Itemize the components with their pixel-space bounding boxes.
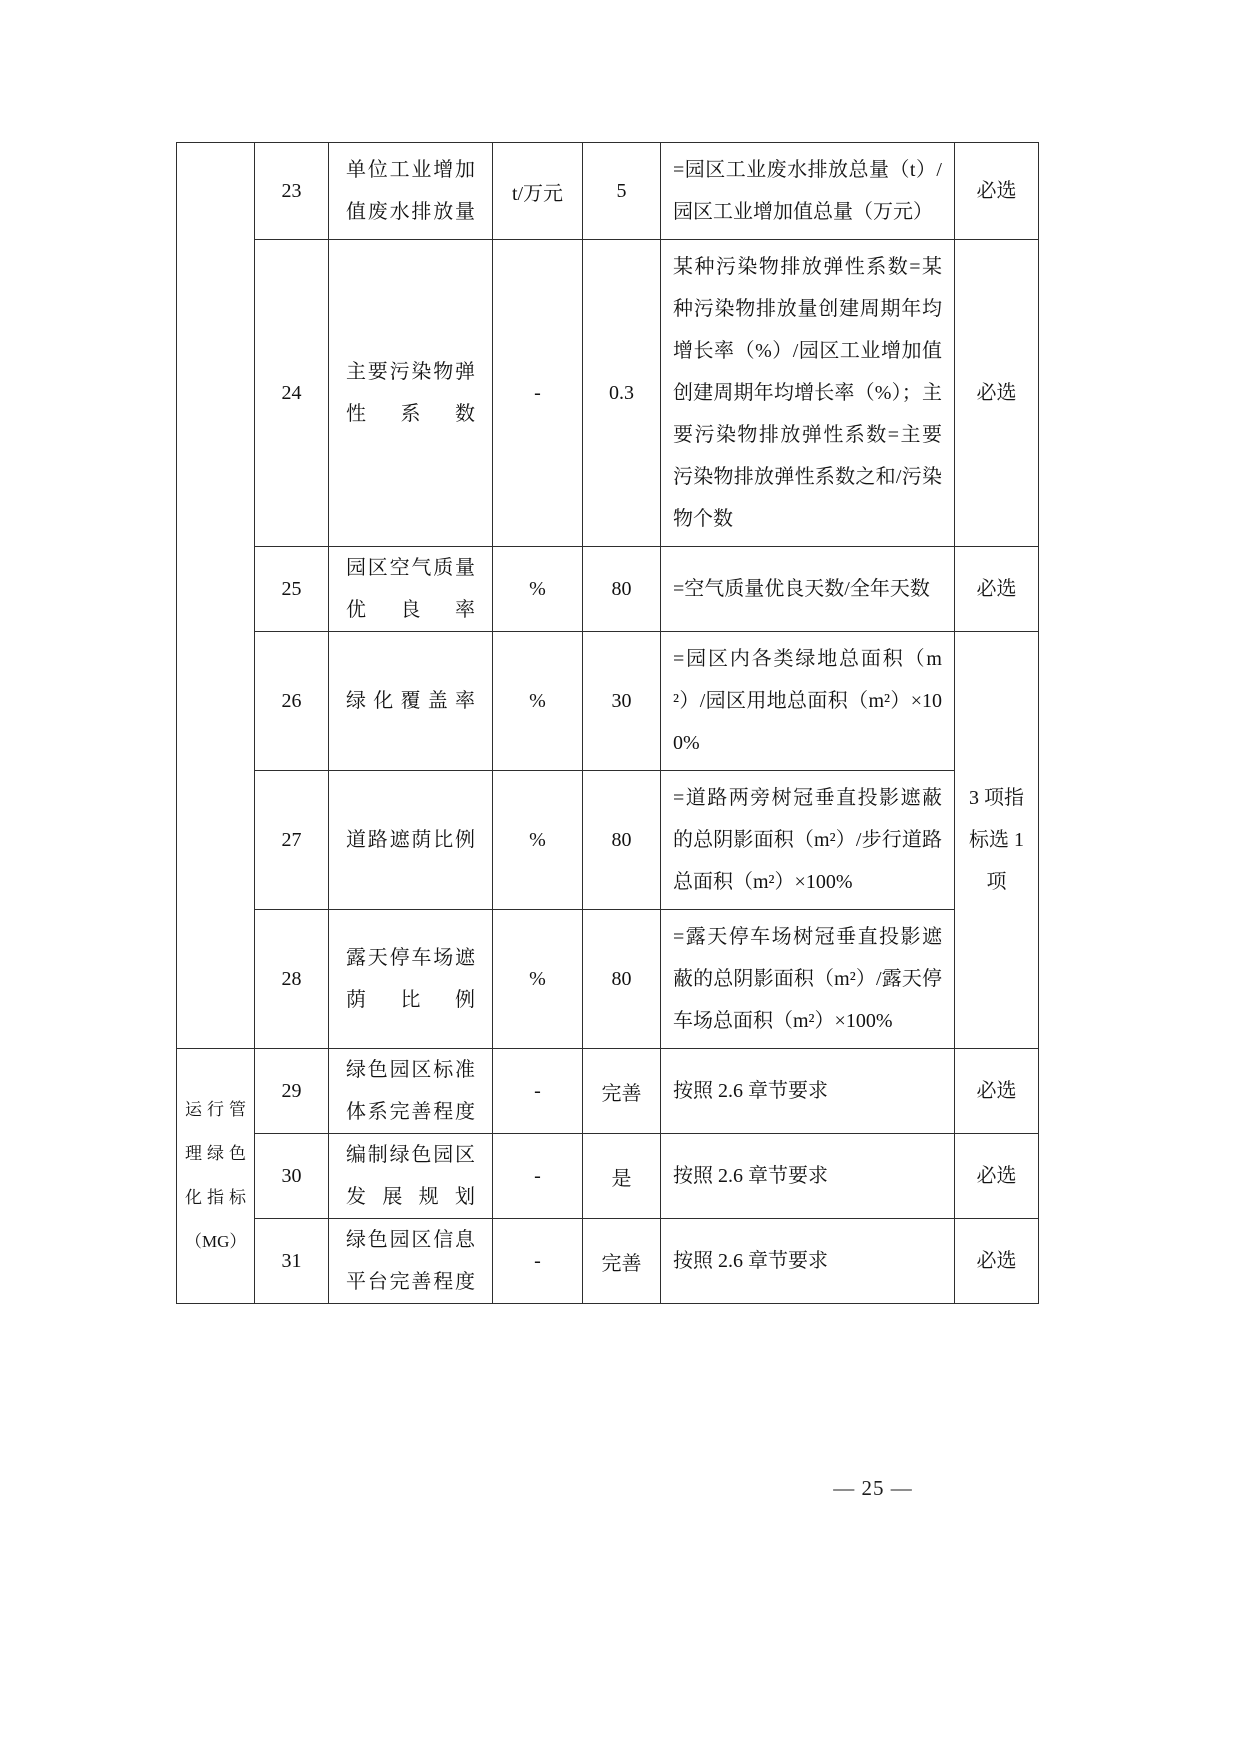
unit-cell: - [493,1049,583,1134]
row-number-cell: 27 [255,771,329,910]
row-number-cell: 31 [255,1219,329,1304]
indicator-name-cell: 绿色园区标准体系完善程度 [329,1049,493,1134]
unit-cell: - [493,1219,583,1304]
indicator-row [177,547,1039,632]
unit-cell: - [493,1134,583,1219]
requirement-cell: 必选 [955,1049,1039,1134]
formula-cell: =空气质量优良天数/全年天数 [661,547,955,632]
row-number-cell: 28 [255,910,329,1049]
target-value-cell: 是 [583,1134,661,1219]
unit-cell: % [493,632,583,771]
indicator-name-cell: 绿色园区信息平台完善程度 [329,1219,493,1304]
formula-cell: =露天停车场树冠垂直投影遮蔽的总阴影面积（m²）/露天停车场总面积（m²）×100% [661,910,955,1049]
target-value-cell: 完善 [583,1049,661,1134]
requirement-cell: 必选 [955,547,1039,632]
indicator-name-cell: 编制绿色园区发展规划 [329,1134,493,1219]
unit-cell: t/万元 [493,143,583,240]
row-number-cell: 24 [255,240,329,547]
indicator-name-cell: 园区空气质量优良率 [329,547,493,632]
indicator-row [177,771,1039,910]
indicator-name-cell: 绿化覆盖率 [329,632,493,771]
requirement-cell: 必选 [955,1219,1039,1304]
indicator-row [177,1134,1039,1219]
indicator-name-cell: 道路遮荫比例 [329,771,493,910]
indicator-name-cell: 露天停车场遮荫比例 [329,910,493,1049]
unit-cell: % [493,771,583,910]
target-value-cell: 完善 [583,1219,661,1304]
unit-cell: - [493,240,583,547]
unit-cell: % [493,910,583,1049]
target-value-cell: 5 [583,143,661,240]
target-value-cell: 30 [583,632,661,771]
unit-cell: % [493,547,583,632]
indicator-row [177,1219,1039,1304]
requirement-cell-merged: 3 项指标选 1 项 [955,632,1039,1049]
requirement-cell: 必选 [955,143,1039,240]
formula-cell: =园区工业废水排放总量（t）/园区工业增加值总量（万元） [661,143,955,240]
target-value-cell: 80 [583,547,661,632]
row-number-cell: 26 [255,632,329,771]
category-cell-mg: 运行管理绿色化指标（MG） [177,1049,255,1304]
target-value-cell: 80 [583,910,661,1049]
requirement-cell: 必选 [955,1134,1039,1219]
formula-cell: 按照 2.6 章节要求 [661,1134,955,1219]
indicator-row [177,632,1039,771]
target-value-cell: 80 [583,771,661,910]
indicator-row [177,240,1039,547]
formula-cell: 某种污染物排放弹性系数=某种污染物排放量创建周期年均增长率（%）/园区工业增加值创建周期年均增长率（%）；主要污染物排放弹性系数=主要污染物排放弹性系数之和/污染物个数 [661,240,955,547]
indicator-name-cell: 主要污染物弹性系数 [329,240,493,547]
row-number-cell: 30 [255,1134,329,1219]
indicator-row [177,143,1039,240]
formula-cell: 按照 2.6 章节要求 [661,1219,955,1304]
indicator-name-cell: 单位工业增加值废水排放量 [329,143,493,240]
row-number-cell: 29 [255,1049,329,1134]
category-cell-empty [177,143,255,1049]
indicator-row [177,1049,1039,1134]
formula-cell: 按照 2.6 章节要求 [661,1049,955,1134]
row-number-cell: 25 [255,547,329,632]
indicator-table [176,142,1039,1304]
target-value-cell: 0.3 [583,240,661,547]
formula-cell: =园区内各类绿地总面积（m²）/园区用地总面积（m²）×100% [661,632,955,771]
indicator-row [177,910,1039,1049]
formula-cell: =道路两旁树冠垂直投影遮蔽的总阴影面积（m²）/步行道路总面积（m²）×100% [661,771,955,910]
page-number: — 25 — [833,1476,913,1500]
requirement-cell: 必选 [955,240,1039,547]
row-number-cell: 23 [255,143,329,240]
